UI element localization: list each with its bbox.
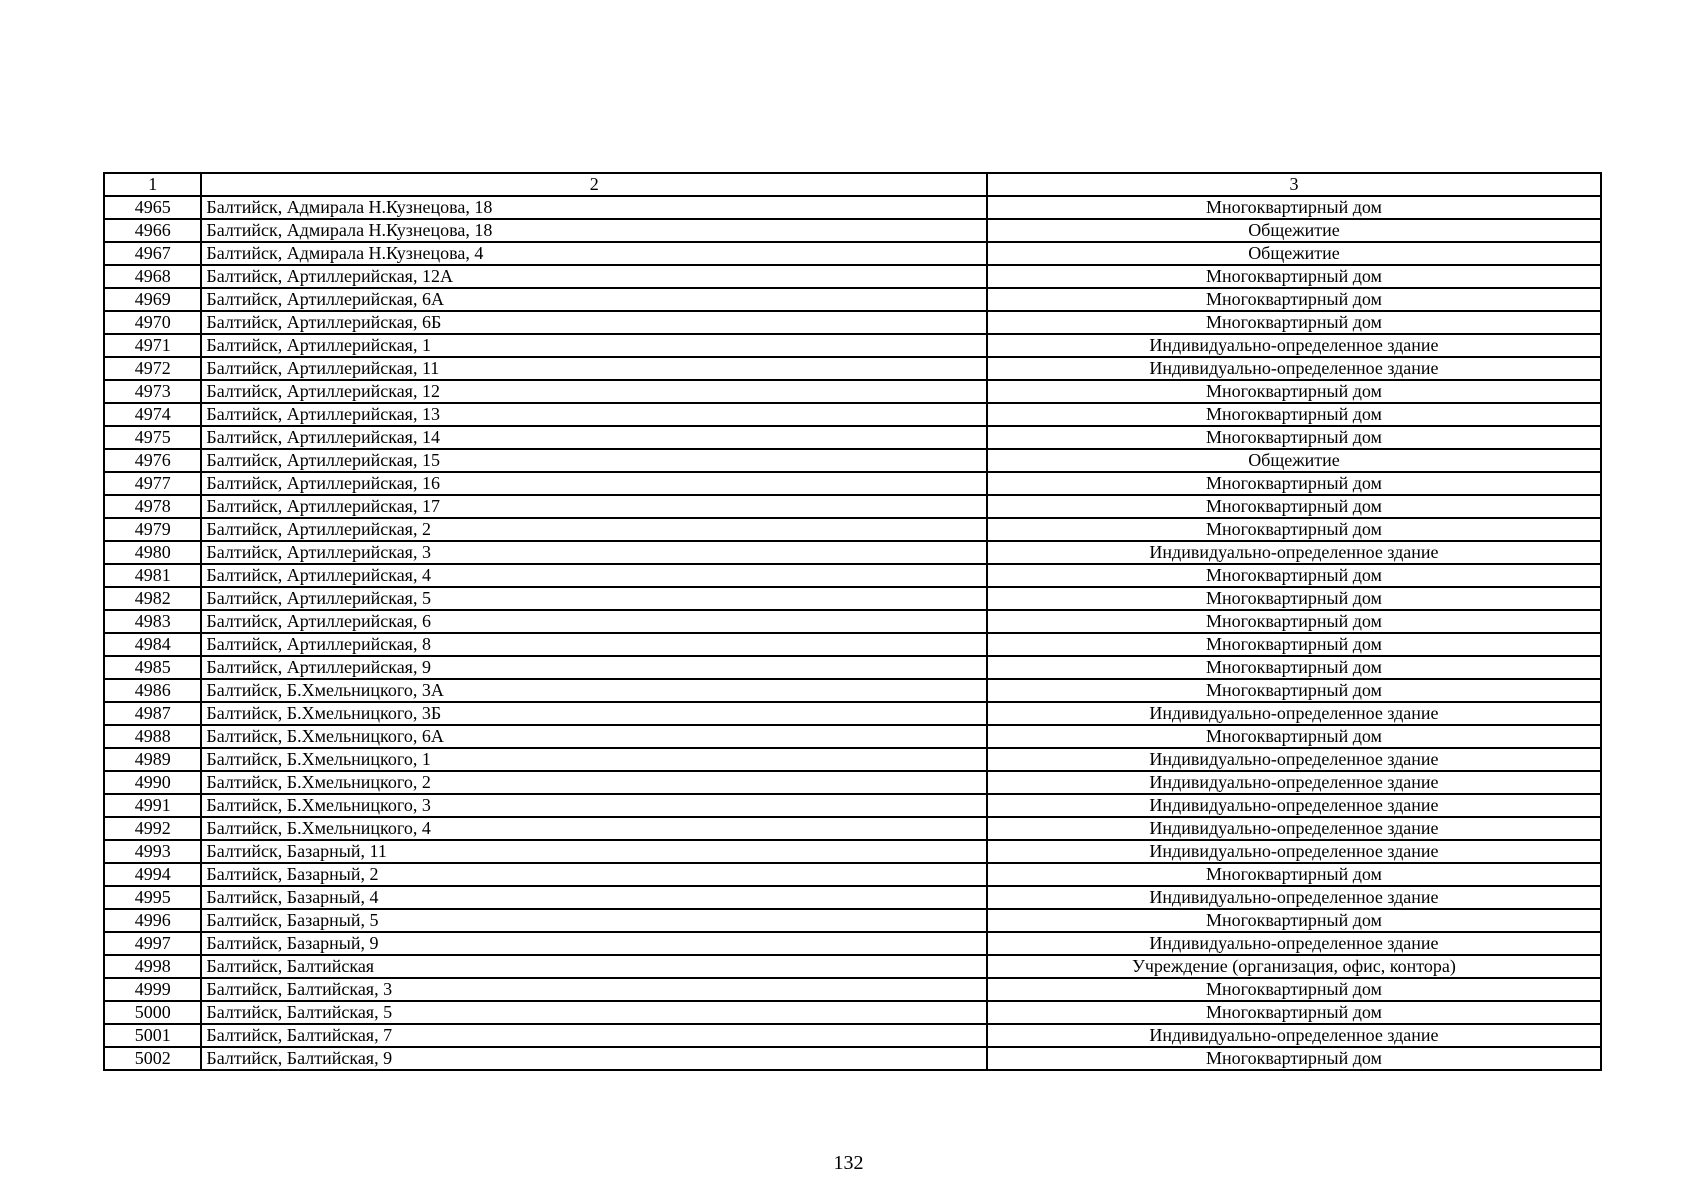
- table-row: [104, 909, 1601, 932]
- cell-number: 4980: [104, 541, 201, 564]
- cell-building-type: Многоквартирный дом: [987, 265, 1601, 288]
- cell-building-type: Индивидуально-определенное здание: [987, 932, 1601, 955]
- table-row: [104, 311, 1601, 334]
- cell-building-type: Многоквартирный дом: [987, 403, 1601, 426]
- cell-address: Балтийск, Базарный, 9: [201, 932, 987, 955]
- cell-number: 4970: [104, 311, 201, 334]
- table-row: [104, 242, 1601, 265]
- cell-number: 5001: [104, 1024, 201, 1047]
- table-row: [104, 679, 1601, 702]
- cell-building-type: Многоквартирный дом: [987, 679, 1601, 702]
- cell-number: 4965: [104, 196, 201, 219]
- cell-number: 4992: [104, 817, 201, 840]
- table-row: [104, 932, 1601, 955]
- cell-address: Балтийск, Базарный, 4: [201, 886, 987, 909]
- cell-building-type: Многоквартирный дом: [987, 380, 1601, 403]
- cell-address: Балтийск, Б.Хмельницкого, 3А: [201, 679, 987, 702]
- cell-address: Балтийск, Базарный, 2: [201, 863, 987, 886]
- cell-building-type: Общежитие: [987, 449, 1601, 472]
- table-row: [104, 978, 1601, 1001]
- cell-number: 4979: [104, 518, 201, 541]
- cell-building-type: Многоквартирный дом: [987, 978, 1601, 1001]
- cell-address: Балтийск, Балтийская, 7: [201, 1024, 987, 1047]
- cell-building-type: Многоквартирный дом: [987, 495, 1601, 518]
- cell-number: 4975: [104, 426, 201, 449]
- cell-number: 5000: [104, 1001, 201, 1024]
- cell-address: Балтийск, Артиллерийская, 8: [201, 633, 987, 656]
- cell-number: 4984: [104, 633, 201, 656]
- cell-address: Балтийск, Адмирала Н.Кузнецова, 4: [201, 242, 987, 265]
- cell-building-type: Многоквартирный дом: [987, 564, 1601, 587]
- cell-address: Балтийск, Артиллерийская, 11: [201, 357, 987, 380]
- header-cell-number: 1: [104, 173, 201, 196]
- cell-building-type: Индивидуально-определенное здание: [987, 334, 1601, 357]
- cell-number: 4966: [104, 219, 201, 242]
- cell-building-type: Индивидуально-определенное здание: [987, 840, 1601, 863]
- registry-table: [103, 172, 1602, 1071]
- cell-address: Балтийск, Базарный, 11: [201, 840, 987, 863]
- cell-building-type: Многоквартирный дом: [987, 909, 1601, 932]
- cell-address: Балтийск, Артиллерийская, 1: [201, 334, 987, 357]
- cell-number: 4988: [104, 725, 201, 748]
- table-row: [104, 334, 1601, 357]
- cell-address: Балтийск, Артиллерийская, 13: [201, 403, 987, 426]
- table-row: [104, 518, 1601, 541]
- table-row: [104, 564, 1601, 587]
- cell-number: 4995: [104, 886, 201, 909]
- cell-number: 4977: [104, 472, 201, 495]
- cell-number: 4993: [104, 840, 201, 863]
- cell-building-type: Индивидуально-определенное здание: [987, 357, 1601, 380]
- cell-address: Балтийск, Артиллерийская, 6Б: [201, 311, 987, 334]
- cell-address: Балтийск, Артиллерийская, 4: [201, 564, 987, 587]
- cell-building-type: Многоквартирный дом: [987, 472, 1601, 495]
- table-row: [104, 380, 1601, 403]
- table-row: [104, 656, 1601, 679]
- cell-building-type: Многоквартирный дом: [987, 1001, 1601, 1024]
- cell-building-type: Индивидуально-определенное здание: [987, 817, 1601, 840]
- cell-address: Балтийск, Адмирала Н.Кузнецова, 18: [201, 219, 987, 242]
- table-row: [104, 748, 1601, 771]
- header-cell-type: 3: [987, 173, 1601, 196]
- cell-number: 4974: [104, 403, 201, 426]
- table-row: [104, 587, 1601, 610]
- cell-address: Балтийск, Балтийская, 9: [201, 1047, 987, 1070]
- table-row: [104, 495, 1601, 518]
- cell-address: Балтийск, Артиллерийская, 3: [201, 541, 987, 564]
- header-cell-address: 2: [201, 173, 987, 196]
- cell-building-type: Многоквартирный дом: [987, 725, 1601, 748]
- cell-address: Балтийск, Артиллерийская, 12: [201, 380, 987, 403]
- cell-number: 4983: [104, 610, 201, 633]
- cell-number: 5002: [104, 1047, 201, 1070]
- cell-building-type: Многоквартирный дом: [987, 518, 1601, 541]
- cell-address: Балтийск, Б.Хмельницкого, 3: [201, 794, 987, 817]
- cell-address: Балтийск, Б.Хмельницкого, 4: [201, 817, 987, 840]
- cell-number: 4986: [104, 679, 201, 702]
- cell-building-type: Многоквартирный дом: [987, 196, 1601, 219]
- cell-number: 4985: [104, 656, 201, 679]
- cell-address: Балтийск, Артиллерийская, 2: [201, 518, 987, 541]
- table-row: [104, 794, 1601, 817]
- cell-building-type: Индивидуально-определенное здание: [987, 1024, 1601, 1047]
- table-header-row: [104, 173, 1601, 196]
- cell-building-type: Индивидуально-определенное здание: [987, 541, 1601, 564]
- cell-address: Балтийск, Адмирала Н.Кузнецова, 18: [201, 196, 987, 219]
- cell-address: Балтийск, Б.Хмельницкого, 6А: [201, 725, 987, 748]
- table-row: [104, 472, 1601, 495]
- table-row: [104, 955, 1601, 978]
- table-row: [104, 771, 1601, 794]
- table-row: [104, 633, 1601, 656]
- cell-building-type: Многоквартирный дом: [987, 1047, 1601, 1070]
- cell-building-type: Индивидуально-определенное здание: [987, 771, 1601, 794]
- cell-building-type: Многоквартирный дом: [987, 610, 1601, 633]
- cell-address: Балтийск, Б.Хмельницкого, 2: [201, 771, 987, 794]
- table-row: [104, 196, 1601, 219]
- cell-address: Балтийск, Балтийская, 3: [201, 978, 987, 1001]
- table-row: [104, 610, 1601, 633]
- registry-table-body: [104, 173, 1601, 1070]
- cell-number: 4991: [104, 794, 201, 817]
- table-row: [104, 265, 1601, 288]
- cell-number: 4973: [104, 380, 201, 403]
- cell-building-type: Индивидуально-определенное здание: [987, 794, 1601, 817]
- table-row: [104, 725, 1601, 748]
- table-row: [104, 840, 1601, 863]
- table-row: [104, 886, 1601, 909]
- cell-address: Балтийск, Артиллерийская, 14: [201, 426, 987, 449]
- table-row: [104, 357, 1601, 380]
- cell-number: 4969: [104, 288, 201, 311]
- table-row: [104, 219, 1601, 242]
- table-row: [104, 288, 1601, 311]
- cell-address: Балтийск, Артиллерийская, 5: [201, 587, 987, 610]
- cell-building-type: Индивидуально-определенное здание: [987, 748, 1601, 771]
- cell-address: Балтийск, Артиллерийская, 17: [201, 495, 987, 518]
- cell-building-type: Общежитие: [987, 219, 1601, 242]
- cell-address: Балтийск, Артиллерийская, 6: [201, 610, 987, 633]
- cell-building-type: Многоквартирный дом: [987, 633, 1601, 656]
- cell-number: 4987: [104, 702, 201, 725]
- cell-number: 4971: [104, 334, 201, 357]
- cell-number: 4999: [104, 978, 201, 1001]
- cell-building-type: Многоквартирный дом: [987, 656, 1601, 679]
- table-row: [104, 702, 1601, 725]
- cell-number: 4968: [104, 265, 201, 288]
- cell-number: 4994: [104, 863, 201, 886]
- cell-address: Балтийск, Базарный, 5: [201, 909, 987, 932]
- table-row: [104, 1001, 1601, 1024]
- cell-building-type: Индивидуально-определенное здание: [987, 702, 1601, 725]
- cell-address: Балтийск, Артиллерийская, 16: [201, 472, 987, 495]
- cell-number: 4990: [104, 771, 201, 794]
- cell-number: 4972: [104, 357, 201, 380]
- cell-address: Балтийск, Б.Хмельницкого, 1: [201, 748, 987, 771]
- cell-building-type: Индивидуально-определенное здание: [987, 886, 1601, 909]
- cell-number: 4997: [104, 932, 201, 955]
- cell-building-type: Многоквартирный дом: [987, 587, 1601, 610]
- cell-number: 4981: [104, 564, 201, 587]
- cell-address: Балтийск, Артиллерийская, 15: [201, 449, 987, 472]
- cell-number: 4967: [104, 242, 201, 265]
- cell-address: Балтийск, Балтийская: [201, 955, 987, 978]
- page-number: 132: [833, 1152, 864, 1174]
- table-row: [104, 817, 1601, 840]
- cell-building-type: Многоквартирный дом: [987, 311, 1601, 334]
- cell-number: 4982: [104, 587, 201, 610]
- cell-building-type: Многоквартирный дом: [987, 288, 1601, 311]
- table-row: [104, 863, 1601, 886]
- table-row: [104, 449, 1601, 472]
- cell-address: Балтийск, Артиллерийская, 6А: [201, 288, 987, 311]
- cell-address: Балтийск, Б.Хмельницкого, 3Б: [201, 702, 987, 725]
- cell-number: 4998: [104, 955, 201, 978]
- table-row: [104, 426, 1601, 449]
- cell-building-type: Многоквартирный дом: [987, 426, 1601, 449]
- cell-number: 4989: [104, 748, 201, 771]
- cell-number: 4996: [104, 909, 201, 932]
- cell-building-type: Многоквартирный дом: [987, 863, 1601, 886]
- table-row: [104, 1047, 1601, 1070]
- table-row: [104, 541, 1601, 564]
- cell-address: Балтийск, Балтийская, 5: [201, 1001, 987, 1024]
- cell-building-type: Общежитие: [987, 242, 1601, 265]
- cell-address: Балтийск, Артиллерийская, 12А: [201, 265, 987, 288]
- cell-number: 4976: [104, 449, 201, 472]
- cell-address: Балтийск, Артиллерийская, 9: [201, 656, 987, 679]
- cell-number: 4978: [104, 495, 201, 518]
- cell-building-type: Учреждение (организация, офис, контора): [987, 955, 1601, 978]
- table-row: [104, 1024, 1601, 1047]
- table-row: [104, 403, 1601, 426]
